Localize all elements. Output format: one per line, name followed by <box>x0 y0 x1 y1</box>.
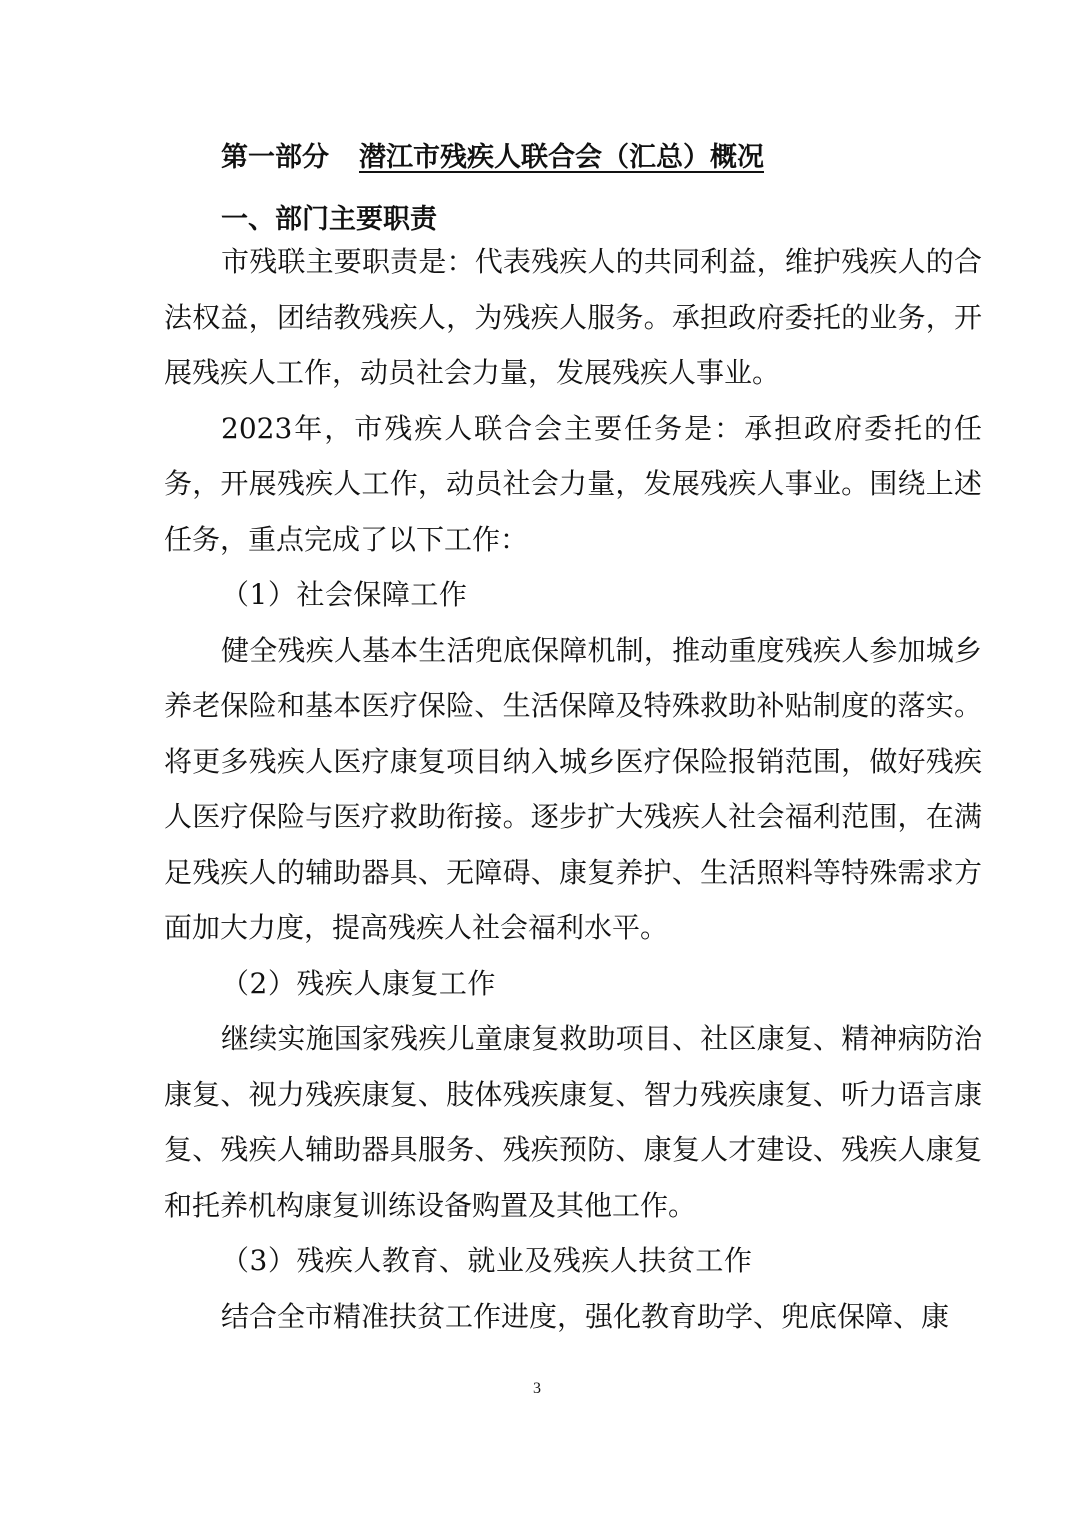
subheading-education-employment: （3）残疾人教育、就业及残疾人扶贫工作 <box>221 1244 753 1277</box>
subheading-social-security: （1）社会保障工作 <box>221 578 468 611</box>
paragraph-responsibilities: 市残联主要职责是：代表残疾人的共同利益，维护残疾人的合法权益，团结教残疾人，为残疾人服务。承担政府委托的业务，开展残疾人工作，动员社会力量，发展残疾人事业。 <box>164 245 982 389</box>
section-heading: 一、部门主要职责 <box>221 204 437 235</box>
document-title <box>221 138 764 178</box>
paragraph-rehabilitation: 继续实施国家残疾儿童康复救助项目、社区康复、精神病防治康复、视力残疾康复、肢体残疾康复、智力残疾康复、听力语言康复、残疾人辅助器具服务、残疾预防、康复人才建设、残疾人康复和托养机构康复训练设备购置及其他工作。 <box>164 1022 982 1222</box>
paragraph-social-security: 健全残疾人基本生活兜底保障机制，推动重度残疾人参加城乡养老保险和基本医疗保险、生活保障及特殊救助补贴制度的落实。将更多残疾人医疗康复项目纳入城乡医疗保险报销范围，做好残疾人医疗保险与医疗救助衔接。逐步扩大残疾人社会福利范围，在满足残疾人的辅助器具、无障碍、康复养护、生活照料等特殊需求方面加大力度，提高残疾人社会福利水平。 <box>164 633 982 944</box>
paragraph-main-tasks: 2023年，市残疾人联合会主要任务是：承担政府委托的任务，开展残疾人工作，动员社会力量，发展残疾人事业。围绕上述任务，重点完成了以下工作： <box>164 411 982 556</box>
page-number: 3 <box>533 1380 541 1397</box>
paragraph-education-employment: 结合全市精准扶贫工作进度，强化教育助学、兜底保障、康 <box>221 1299 950 1333</box>
title-part-label: 第一部分 <box>221 142 329 173</box>
subheading-rehabilitation: （2）残疾人康复工作 <box>221 966 496 1000</box>
title-organization-name: 潜江市残疾人联合会（汇总）概况 <box>359 142 764 173</box>
body-text <box>164 234 982 1344</box>
